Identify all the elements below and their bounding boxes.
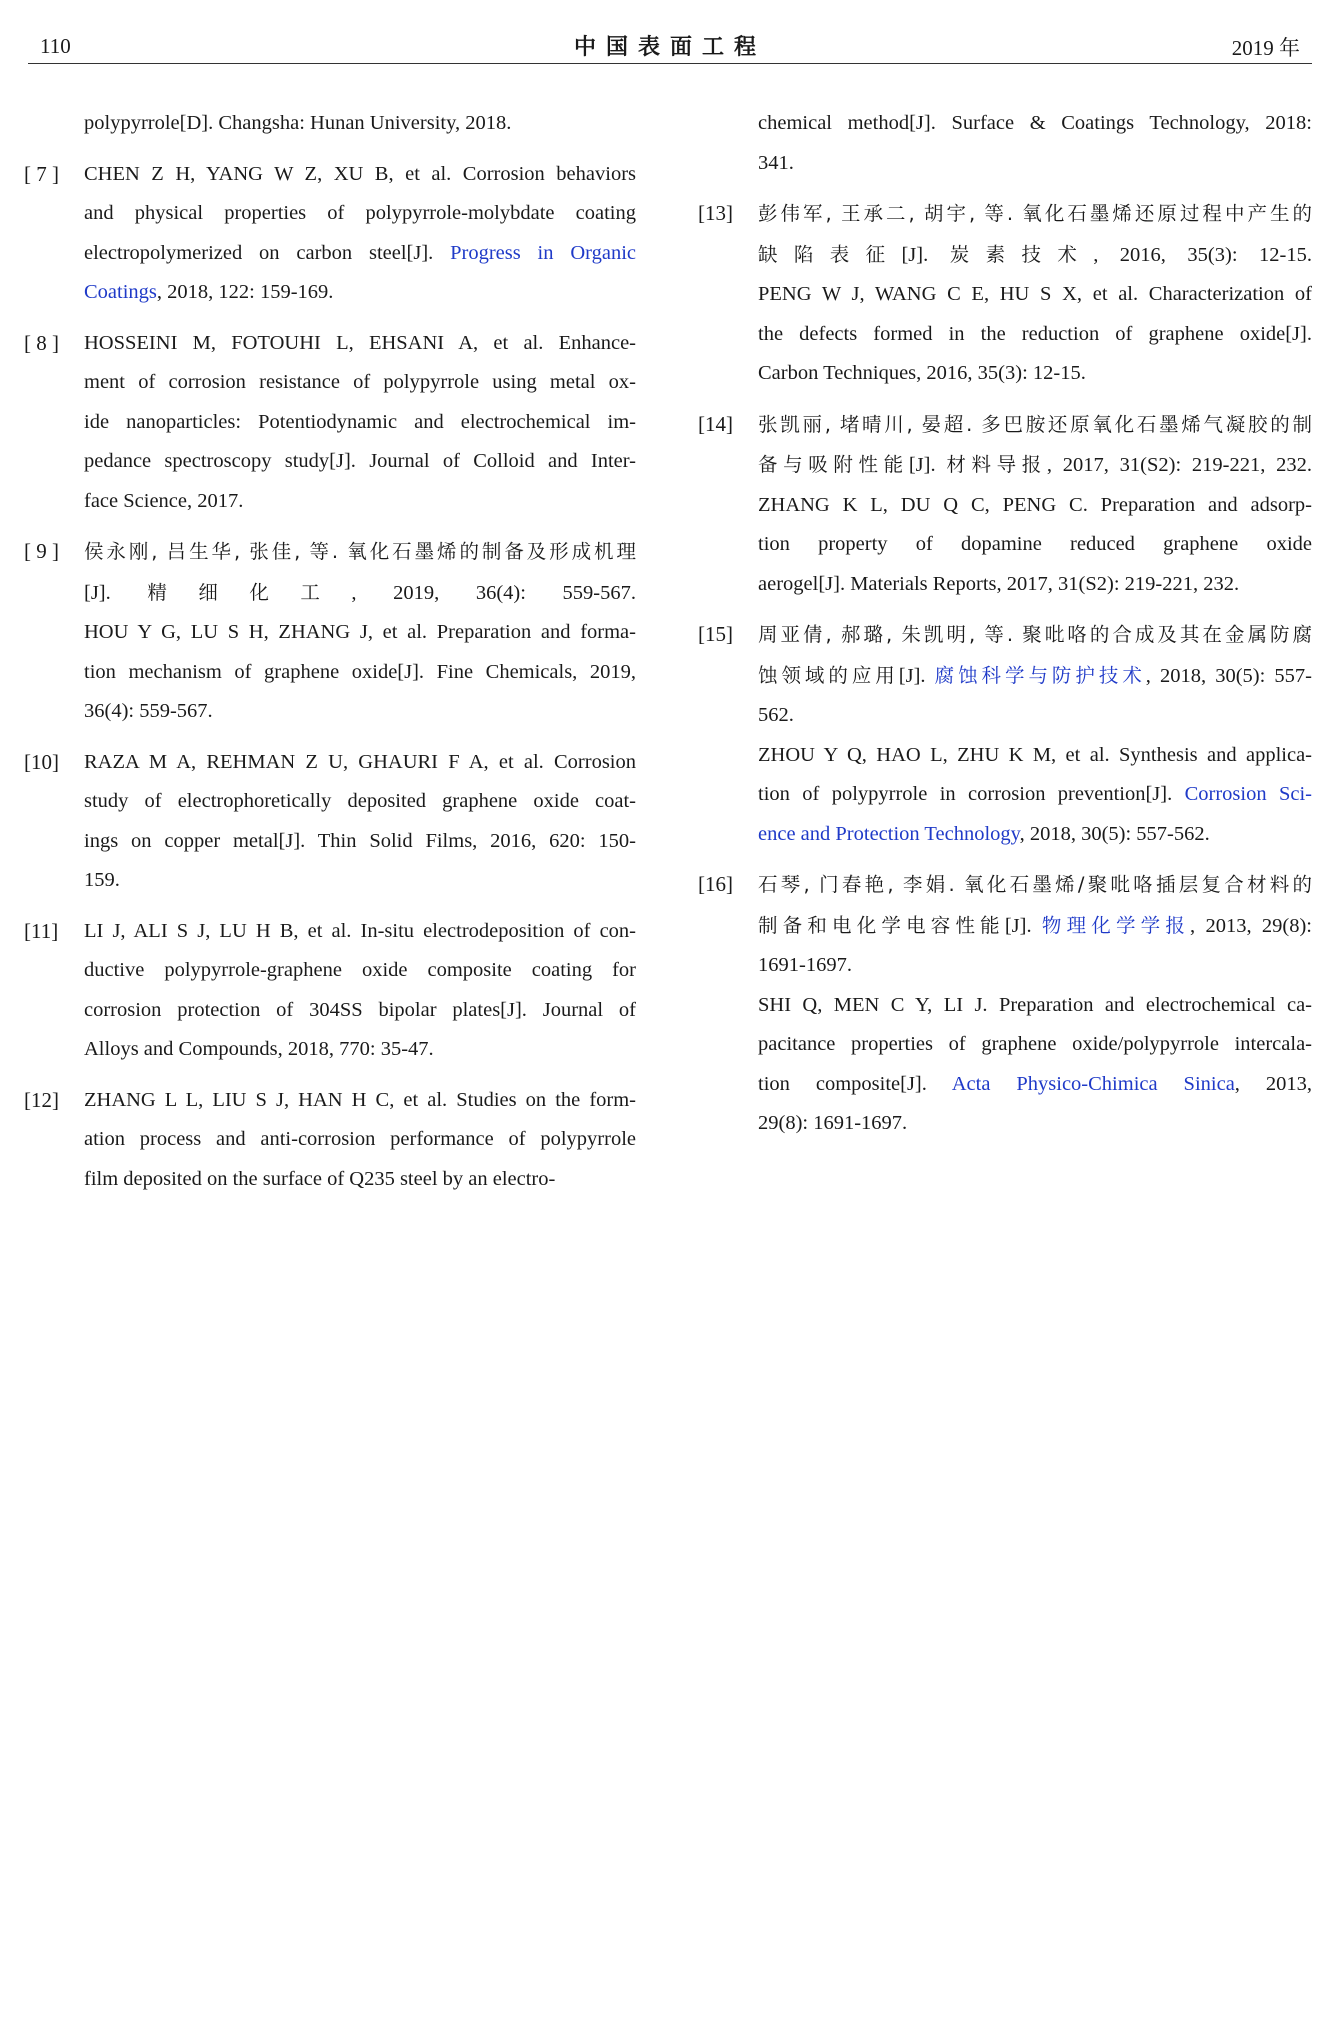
reference-line <box>758 315 1312 355</box>
reference-text: , 2018, 30(5): 557- <box>1145 664 1312 687</box>
reference-text: 1691-1697. <box>758 954 852 976</box>
reference-line <box>84 743 636 783</box>
reference-line <box>84 782 636 822</box>
reference-number: [ 9 ] <box>24 539 59 563</box>
reference-text: CHEN Z H, YANG W Z, XU B, et al. Corrosion behaviors <box>84 162 636 185</box>
reference-line <box>84 482 636 522</box>
reference-text: [J]. <box>1004 914 1042 937</box>
reference-entry <box>698 865 1312 1144</box>
reference-text: film deposited on the surface of Q235 steel by an electro- <box>84 1167 556 1190</box>
reference-text: [J]. <box>908 454 947 476</box>
reference-text: ings on copper metal[J]. Thin Solid Films, 2016, 620: 150- <box>84 829 636 852</box>
reference-line <box>758 486 1312 526</box>
reference-text: ductive polypyrrole-graphene oxide composite coating for <box>84 959 636 981</box>
reference-line <box>758 1025 1312 1065</box>
reference-line <box>84 573 636 614</box>
reference-line <box>84 991 636 1031</box>
reference-text: 制备和电化学电容性能 <box>758 913 1005 937</box>
reference-line <box>758 235 1312 276</box>
reference-text: , 2017, 31(S2): 219-221, 232. <box>1046 454 1312 476</box>
journal-title: 中国表面工程 <box>573 35 766 60</box>
reference-number: [14] <box>698 411 733 436</box>
reference-entry <box>698 405 1312 605</box>
reference-line <box>84 104 636 144</box>
reference-text: , 2018, 122: 159-169. <box>156 281 334 303</box>
publication-year: 2019 年 <box>1231 36 1300 60</box>
reference-text: 备与吸附性能 <box>758 453 909 476</box>
reference-line <box>84 532 636 573</box>
reference-line <box>84 442 636 482</box>
reference-line <box>758 986 1312 1026</box>
reference-line <box>758 275 1312 315</box>
reference-text: tion composite[J]. <box>758 1072 952 1095</box>
reference-line <box>758 775 1312 815</box>
reference-line <box>84 1160 636 1200</box>
reference-text: , 2013, <box>1234 1072 1313 1095</box>
reference-text: SHI Q, MEN C Y, LI J. Preparation and electrochemical ca- <box>758 993 1312 1016</box>
reference-line <box>84 1081 636 1121</box>
journal-link[interactable]: ence and Protection Technology <box>758 822 1020 845</box>
journal-link[interactable]: Coatings <box>84 281 157 303</box>
reference-text: Alloys and Compounds, 2018, 770: 35-47. <box>84 1038 434 1060</box>
reference-line <box>758 906 1312 947</box>
reference-text: tion mechanism of graphene oxide[J]. Fine Chemicals, 2019, <box>84 660 636 683</box>
reference-text: PENG W J, WANG C E, HU S X, et al. Characterization of <box>758 283 1312 305</box>
reference-line <box>758 194 1312 235</box>
reference-line <box>84 194 636 234</box>
journal-link[interactable]: Acta Physico-Chimica Sinica <box>951 1072 1235 1095</box>
reference-text: pacitance properties of graphene oxide/polypyrrole intercala- <box>758 1033 1312 1055</box>
reference-text: 341. <box>758 151 794 174</box>
reference-number: [ 7 ] <box>24 161 59 186</box>
reference-text: tion property of dopamine reduced graphene oxide <box>758 533 1312 555</box>
running-header <box>28 28 1312 64</box>
reference-text: ation process and anti-corrosion performance of polypyrrole <box>84 1128 636 1150</box>
reference-number: [11] <box>24 918 59 943</box>
reference-line <box>84 912 636 952</box>
reference-text: 缺陷表征 <box>758 242 902 266</box>
reference-text: and physical properties of polypyrrole-molybdate coating <box>84 202 636 224</box>
reference-text: 石琴, 门春艳, 李娟. 氧化石墨烯/聚吡咯插层复合材料的 <box>758 873 1312 896</box>
reference-text: 炭素技术 <box>949 242 1094 266</box>
reference-line <box>758 946 1312 986</box>
reference-line <box>758 1065 1312 1105</box>
reference-line <box>84 653 636 693</box>
reference-entry <box>698 104 1312 183</box>
reference-entry <box>698 615 1312 854</box>
reference-line <box>758 815 1312 855</box>
reference-line <box>84 861 636 901</box>
reference-text: tion of polypyrrole in corrosion prevention[J]. <box>758 783 1185 805</box>
reference-line <box>758 736 1312 776</box>
reference-line <box>758 865 1312 906</box>
reference-line <box>84 273 636 313</box>
reference-text: study of electrophoretically deposited graphene oxide coat- <box>84 790 636 812</box>
reference-text: face Science, 2017. <box>84 489 244 512</box>
reference-text: ZHANG K L, DU Q C, PENG C. Preparation and adsorp- <box>758 493 1312 516</box>
reference-line <box>84 692 636 732</box>
reference-line <box>758 656 1312 697</box>
reference-text: 周亚倩, 郝璐, 朱凯明, 等. 聚吡咯的合成及其在金属防腐 <box>758 623 1312 646</box>
reference-text: , 2019, 36(4): 559-567. <box>351 581 636 604</box>
reference-line <box>758 405 1312 446</box>
reference-text: 精细化工 <box>147 580 352 604</box>
reference-line <box>758 104 1312 144</box>
reference-text: aerogel[J]. Materials Reports, 2017, 31(S2): 219-221, 232. <box>758 572 1240 595</box>
reference-line <box>84 951 636 991</box>
reference-text: [J]. <box>901 243 950 266</box>
reference-number: [10] <box>24 749 59 774</box>
reference-text: 159. <box>84 869 120 891</box>
reference-entry <box>24 155 636 313</box>
reference-number: [12] <box>24 1087 59 1112</box>
reference-line <box>84 363 636 403</box>
reference-line <box>758 615 1312 656</box>
reference-text: polypyrrole[D]. Changsha: Hunan University, 2018. <box>84 112 512 134</box>
reference-entry <box>24 104 636 144</box>
right-column <box>698 104 1312 1155</box>
reference-text: ide nanoparticles: Potentiodynamic and electrochemical im- <box>84 410 636 433</box>
reference-line <box>84 613 636 653</box>
reference-text: ment of corrosion resistance of polypyrrole using metal ox- <box>84 371 636 393</box>
reference-text: HOSSEINI M, FOTOUHI L, EHSANI A, et al. Enhance- <box>84 331 636 354</box>
reference-text: 36(4): 559-567. <box>84 700 213 722</box>
reference-text: , 2013, 29(8): <box>1190 914 1312 937</box>
reference-entry <box>24 1081 636 1200</box>
reference-text: 材料导报 <box>946 453 1047 476</box>
reference-line <box>758 696 1312 736</box>
reference-line <box>84 403 636 443</box>
reference-line <box>758 354 1312 394</box>
reference-text: 张凯丽, 堵晴川, 晏超. 多巴胺还原氧化石墨烯气凝胶的制 <box>758 412 1312 436</box>
reference-entry <box>24 532 636 732</box>
reference-line <box>84 155 636 195</box>
journal-link[interactable]: 腐蚀科学与防护技术 <box>934 663 1146 687</box>
journal-link[interactable]: Progress in Organic <box>450 241 636 264</box>
reference-number: [ 8 ] <box>24 330 59 355</box>
reference-text: the defects formed in the reduction of graphene oxide[J]. <box>758 322 1312 345</box>
reference-entry <box>698 194 1312 394</box>
reference-line <box>758 1104 1312 1144</box>
reference-text: 彭伟军, 王承二, 胡宇, 等. 氧化石墨烯还原过程中产生的 <box>758 202 1312 225</box>
reference-text: electropolymerized on carbon steel[J]. <box>84 241 451 264</box>
reference-text: [J]. <box>84 581 148 604</box>
header-rule <box>28 63 1312 64</box>
page-number: 110 <box>40 34 71 58</box>
reference-number: [15] <box>698 622 733 646</box>
reference-line <box>84 324 636 364</box>
reference-text: 侯永刚, 吕生华, 张佳, 等. 氧化石墨烯的制备及形成机理 <box>84 540 636 563</box>
reference-text: 蚀领域的应用 <box>758 663 899 687</box>
reference-text: , 2018, 30(5): 557-562. <box>1019 822 1210 845</box>
reference-number: [16] <box>698 872 733 896</box>
reference-text: ZHOU Y Q, HAO L, ZHU K M, et al. Synthesis and applica- <box>758 743 1312 766</box>
reference-entry <box>24 912 636 1070</box>
reference-text: Carbon Techniques, 2016, 35(3): 12-15. <box>758 362 1086 384</box>
reference-text: corrosion protection of 304SS bipolar plates[J]. Journal of <box>84 998 636 1021</box>
reference-text: , 2016, 35(3): 12-15. <box>1093 243 1312 266</box>
reference-text: 562. <box>758 704 794 726</box>
reference-line <box>758 565 1312 605</box>
reference-text: ZHANG L L, LIU S J, HAN H C, et al. Studies on the form- <box>84 1088 636 1111</box>
reference-entry <box>24 324 636 522</box>
reference-text: [J]. <box>898 664 935 687</box>
journal-link[interactable]: 物理化学学报 <box>1041 913 1191 937</box>
reference-line <box>84 822 636 862</box>
journal-link[interactable]: Corrosion Sci- <box>1184 783 1312 805</box>
reference-text: 29(8): 1691-1697. <box>758 1112 908 1134</box>
reference-line <box>84 234 636 274</box>
reference-number: [13] <box>698 201 733 225</box>
reference-text: chemical method[J]. Surface & Coatings Technology, 2018: <box>758 112 1312 134</box>
reference-text: LI J, ALI S J, LU H B, et al. In-situ electrodeposition of con- <box>84 919 636 942</box>
reference-line <box>758 445 1312 486</box>
left-column <box>24 104 636 1210</box>
reference-line <box>84 1030 636 1070</box>
reference-text: pedance spectroscopy study[J]. Journal of Colloid and Inter- <box>84 450 636 472</box>
reference-line <box>758 525 1312 565</box>
reference-text: HOU Y G, LU S H, ZHANG J, et al. Preparation and forma- <box>84 621 636 643</box>
reference-text: RAZA M A, REHMAN Z U, GHAURI F A, et al. Corrosion <box>84 750 636 773</box>
reference-entry <box>24 743 636 901</box>
reference-line <box>758 144 1312 184</box>
reference-line <box>84 1120 636 1160</box>
